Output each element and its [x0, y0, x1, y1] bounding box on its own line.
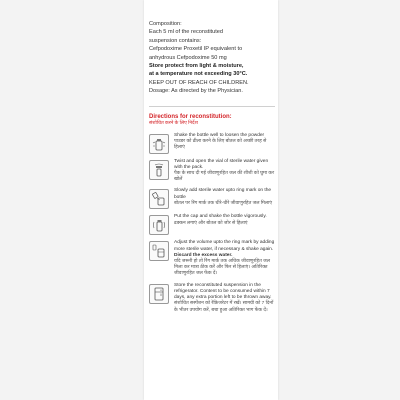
- storage-line: at a temperature not exceeding 30°C.: [149, 71, 248, 78]
- step-text-hindi: यदि जरूरी हो तो रिंग मार्क तक अधिक जीवाणुरहित जल मिला कर मात्रा ठीक करें और फिर से हिलाएं। अतिरिक्त जीवाणुरहित जल फेंक दें।: [174, 259, 270, 277]
- bottle-shake-icon: [149, 134, 169, 154]
- cap-open-icon: [149, 160, 169, 180]
- direction-step: [149, 133, 275, 154]
- section-divider: [149, 106, 275, 107]
- step-text: Slowly add sterile water upto ring mark on the bottle: [174, 188, 272, 200]
- composition-heading: Composition:: [149, 21, 182, 27]
- refrigerator-icon: [149, 284, 169, 304]
- direction-step: [149, 283, 275, 314]
- directions-title-hindi: संशोधित करने के लिए निर्देश: [149, 120, 198, 126]
- step-text: Twist and open the vial of sterile water given with the pack.: [174, 158, 269, 170]
- direction-step: [149, 188, 275, 209]
- composition-line: anhydrous Cefpodoxime 50 mg: [149, 54, 227, 61]
- label-content: [149, 20, 275, 319]
- step-text: Store the reconstituted suspension in the refrigerator. Content to be consumed within 7 days, any extra portion left to be thrown away.: [174, 282, 272, 301]
- step-text-bold: Discard the excess water.: [174, 252, 233, 258]
- step-text-hindi: पाउडर को ढीला करने के लिए बोतल को अच्छी तरह से हिलाएं: [174, 138, 267, 151]
- direction-step: [149, 240, 275, 277]
- step-text: Put the cap and shake the bottle vigorously.: [174, 214, 267, 220]
- warning-line: KEEP OUT OF REACH OF CHILDREN.: [149, 79, 249, 86]
- step-text-hindi: संशोधित सस्पेंशन को रेफ्रिजरेटर में रखें। सामग्री को 7 दिनों के भीतर उपयोग करें, बचा हुआ अतिरिक्त भाग फेंक दें।: [174, 301, 274, 313]
- pour-water-icon: [149, 189, 169, 209]
- step-text-hindi: पैक के साथ दी गई जीवाणुरहित जल की शीशी को घुमा कर खोलें: [174, 171, 275, 183]
- directions-title: Directions for reconstitution:: [149, 113, 232, 120]
- adjust-volume-icon: [149, 241, 169, 261]
- step-text-hindi: ढक्कन लगाएं और बोतल को जोर से हिलाएं: [174, 220, 248, 226]
- direction-step: [149, 159, 275, 184]
- step-text: Adjust the volume upto the ring mark by adding more sterile water, if necessary & shake again.: [174, 240, 275, 252]
- composition-line: Cefpodoxime Proxetil IP equivalent to: [149, 46, 243, 53]
- direction-step: [149, 214, 275, 235]
- composition-block: [149, 20, 275, 96]
- composition-line: suspension contains:: [149, 37, 202, 44]
- step-text: Shake the bottle well to loosen the powder: [174, 132, 265, 138]
- storage-line: Store protect from light & moisture,: [149, 63, 244, 70]
- shake-vigorously-icon: [149, 215, 169, 235]
- composition-line: Each 5 ml of the reconstituted: [149, 29, 224, 36]
- step-text-hindi: बोतल पर रिंग मार्क तक धीरे-धीरे जीवाणुरहित जल मिलाएं: [174, 200, 273, 206]
- dosage-line: Dosage: As directed by the Physician.: [149, 88, 243, 95]
